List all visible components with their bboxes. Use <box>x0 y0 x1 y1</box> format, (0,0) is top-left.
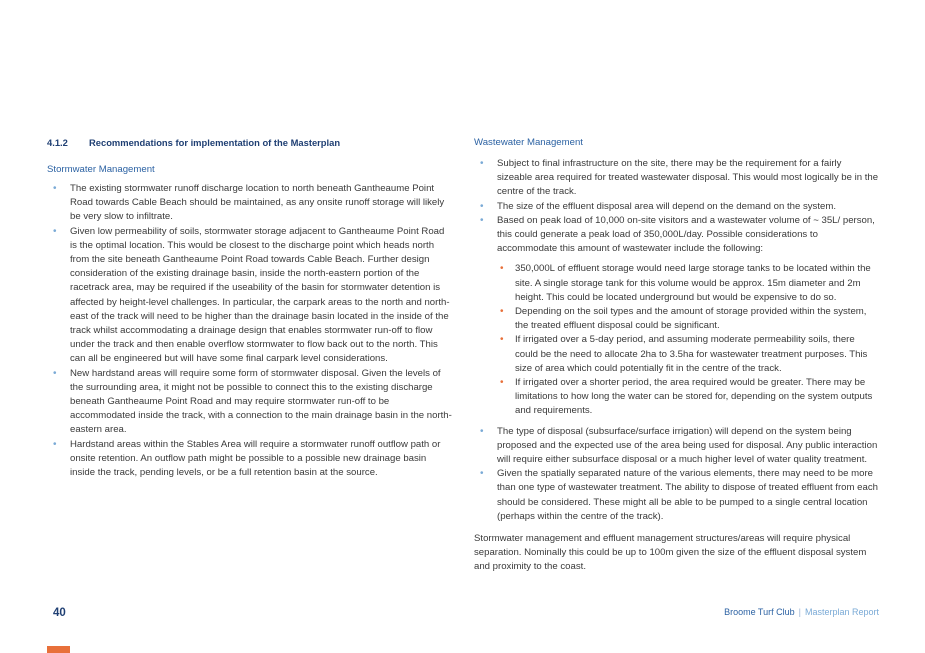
list-item: • Given low permeability of soils, stormwater storage adjacent to Gantheaume Point Road is the optimal location. This would be closest to the discharge point which heads north from the site beneath Gantheaume Point Road towards Cable Beach. Further design consideration of the existing drainage basin, inside the north-eastern portion of the racetrack area, may be required if the useability of the basin for stormwater detention is affected by height-level challenges. In particular, the carpark areas to the north and north-east of the track will need to be higher than the drainage basin located in the inside of the track whilst accommodating a drainage design that enables stormwater run-off to flow under the track and then enable overflow stormwater to flow back out to the north. This can all be engineered but will have some final carpark level considerations. <box>47 225 452 367</box>
list-item: • 350,000L of effluent storage would need large storage tanks to be located within the site. A single storage tank for this volume would be approx. 15m diameter and 2m height. This could be located underground but would be expensive to do so. <box>497 262 879 305</box>
wastewater-subheading: Wastewater Management <box>474 137 583 148</box>
wastewater-bullet-list-continued <box>474 425 879 524</box>
footer-separator: | <box>798 607 801 617</box>
list-item: • Subject to final infrastructure on the site, there may be the requirement for a fairly sizeable area required for treated wastewater disposal. This would most logically be in the centre of the track. <box>474 157 879 200</box>
list-item: • Hardstand areas within the Stables Area will require a stormwater runoff outflow path or onsite retention. An outflow path might be possible to a possible new drainage basin inside the track, pending levels, or be a full retention basin at the source. <box>47 438 452 481</box>
left-column <box>47 136 452 480</box>
page-number: 40 <box>53 607 66 619</box>
list-item: • Given the spatially separated nature of the various elements, there may need to be more than one type of wastewater treatment. The ability to dispose of treated effluent from each should be considered. These might all be able to be pumped to a single central location (perhaps within the centre of the track). <box>474 467 879 524</box>
list-item: • The existing stormwater runoff discharge location to north beneath Gantheaume Point Road towards Cable Beach should be maintained, as any onsite runoff storage will likely be very slow to infiltrate. <box>47 182 452 225</box>
section-title: Recommendations for implementation of the Masterplan <box>89 137 341 148</box>
footer-brand: Broome Turf Club <box>724 607 795 617</box>
stormwater-bullet-list <box>47 182 452 480</box>
list-item: • If irrigated over a shorter period, the area required would be greater. There may be limitations to how long the water can be stored for, depending on the system outputs and requirements. <box>497 376 879 419</box>
list-item: • Depending on the soil types and the amount of storage provided within the system, the treated effluent disposal could be significant. <box>497 305 879 333</box>
section-heading <box>47 136 452 149</box>
wastewater-bullet-list <box>474 157 879 256</box>
list-item: • The size of the effluent disposal area will depend on the demand on the system. <box>474 200 879 214</box>
list-item: • Based on peak load of 10,000 on-site visitors and a wastewater volume of ~ 35L/ person, this could generate a peak load of 350,000L/day. Possible considerations to accommodate this amount of wastewater include the following: <box>474 214 879 257</box>
right-column <box>474 136 879 575</box>
footer-doc-title: Masterplan Report <box>804 607 879 617</box>
separation-paragraph: Stormwater management and effluent management structures/areas will require physical separation. Nominally this could be up to 100m given the size of the effluent disposal system and proximity to the coast. <box>474 533 867 573</box>
stormwater-subheading: Stormwater Management <box>47 164 155 175</box>
list-item: • The type of disposal (subsurface/surface irrigation) will depend on the system being proposed and the expected use of the area being used for disposal. Any public interaction will require either subsurface disposal or a much higher level of water quality treatment. <box>474 425 879 468</box>
section-number: 4.1.2 <box>47 137 68 148</box>
footer-title <box>724 607 879 617</box>
list-item: • New hardstand areas will require some form of stormwater disposal. Given the levels of the surrounding area, it might not be possible to connect this to the existing discharge beneath Gantheaume Point Road and may require stormwater run-off to be accommodated inside the track, with a connection to the main drainage basin in the north-eastern area. <box>47 367 452 438</box>
wastewater-sub-bullet-list <box>474 262 879 418</box>
list-item: • If irrigated over a 5-day period, and assuming moderate permeability soils, there could be the need to allocate 2ha to 3.5ha for wastewater treatment purposes. This size of area which could potentially fit in the centre of the track. <box>497 333 879 376</box>
accent-bar <box>47 646 70 653</box>
